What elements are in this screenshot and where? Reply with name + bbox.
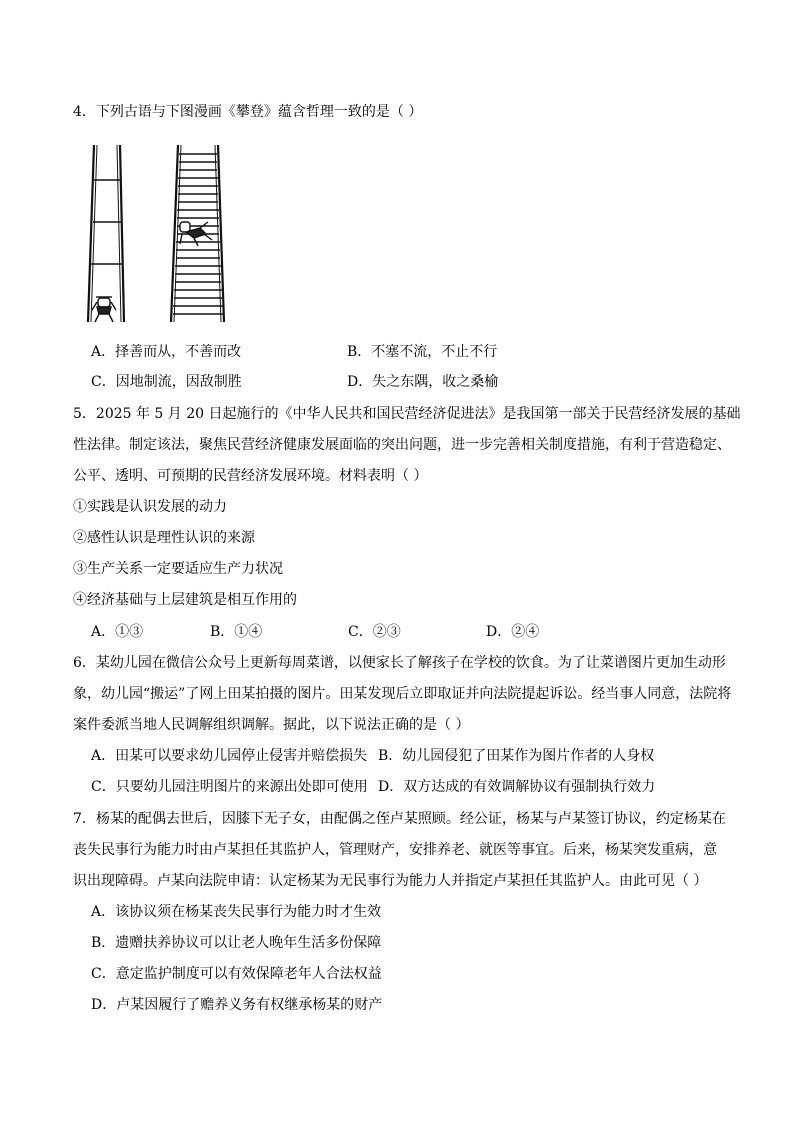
question-7-option-c: C．意定监护制度可以有效保障老年人合法权益 bbox=[91, 966, 382, 982]
question-7-option-a: A．该协议须在杨某丧失民事行为能力时才生效 bbox=[91, 904, 382, 920]
question-5-statement-2: ②感性认识是理性认识的来源 bbox=[73, 530, 255, 546]
question-4-stem: 4．下列古语与下图漫画《攀登》蕴含哲理一致的是（ ） bbox=[73, 104, 423, 120]
question-7-stem-line-2: 丧失民事行为能力时由卢某担任其监护人，管理财产，安排养老、就医等事宜。后来，杨某突发重病，意 bbox=[73, 842, 717, 858]
question-4-option-b: B．不塞不流，不止不行 bbox=[347, 344, 498, 360]
question-5-option-b: B．①④ bbox=[210, 624, 263, 640]
question-7-stem-line-3: 识出现障碍。卢某向法院申请：认定杨某为无民事行为能力人并指定卢某担任其监护人。由此可见（ ） bbox=[73, 873, 708, 889]
question-5-option-c: C．②③ bbox=[348, 624, 401, 640]
question-5-statement-4: ④经济基础与上层建筑是相互作用的 bbox=[73, 592, 297, 608]
question-7-stem-line-1: 7．杨某的配偶去世后，因膝下无子女，由配偶之侄卢某照顾。经公证，杨某与卢某签订协议，约定杨某在 bbox=[73, 811, 726, 827]
question-6-option-c: C．只要幼儿园注明图片的来源出处即可使用 bbox=[91, 779, 368, 795]
question-5-stem-line-2: 性法律。制定该法，聚焦民营经济健康发展面临的突出问题，进一步完善相关制度措施，有利于营造稳定、 bbox=[73, 437, 731, 453]
question-6-stem-line-1: 6．某幼儿园在微信公众号上更新每周菜谱，以便家长了解孩子在学校的饮食。为了让菜谱图片更加生动形 bbox=[73, 655, 726, 671]
question-6-stem-line-2: 象，幼儿园“搬运”了网上田某拍摄的图片。田某发现后立即取证并向法院提起诉讼。经当事人同意，法院将 bbox=[73, 686, 732, 702]
left-climber bbox=[92, 297, 116, 322]
question-5-statement-3: ③生产关系一定要适应生产力状况 bbox=[73, 561, 283, 577]
ladder-cartoon-svg bbox=[82, 142, 232, 324]
question-6-stem-line-3: 案件委派当地人民调解组织调解。据此，以下说法正确的是（ ） bbox=[73, 717, 470, 733]
question-4-option-c: C．因地制流，因敌制胜 bbox=[91, 374, 242, 390]
question-5-statement-1: ①实践是认识发展的动力 bbox=[73, 499, 227, 515]
question-6-option-b: B．幼儿园侵犯了田某作为图片作者的人身权 bbox=[378, 748, 655, 764]
question-5-option-d: D．②④ bbox=[486, 624, 540, 640]
question-6-option-a: A．田某可以要求幼儿园停止侵害并赔偿损失 bbox=[91, 748, 368, 764]
question-6-option-d: D．双方达成的有效调解协议有强制执行效力 bbox=[378, 779, 656, 795]
question-5-option-a: A．①③ bbox=[91, 624, 144, 640]
question-4-option-d: D．失之东隅，收之桑榆 bbox=[347, 374, 499, 390]
question-5-stem-line-1: 5．2025 年 5 月 20 日起施行的《中华人民共和国民营经济促进法》是我国第一部关于民营经济发展的基础 bbox=[73, 406, 741, 422]
left-ladder bbox=[88, 145, 124, 322]
question-5-stem-line-3: 公平、透明、可预期的民营经济发展环境。材料表明（ ） bbox=[73, 468, 428, 484]
question-7-option-b: B．遗赠扶养协议可以让老人晚年生活多份保障 bbox=[91, 935, 382, 951]
question-7-option-d: D．卢某因履行了赡养义务有权继承杨某的财产 bbox=[91, 997, 383, 1013]
question-4-option-a: A．择善而从，不善而改 bbox=[91, 344, 242, 360]
ladder-cartoon-figure bbox=[82, 142, 232, 324]
